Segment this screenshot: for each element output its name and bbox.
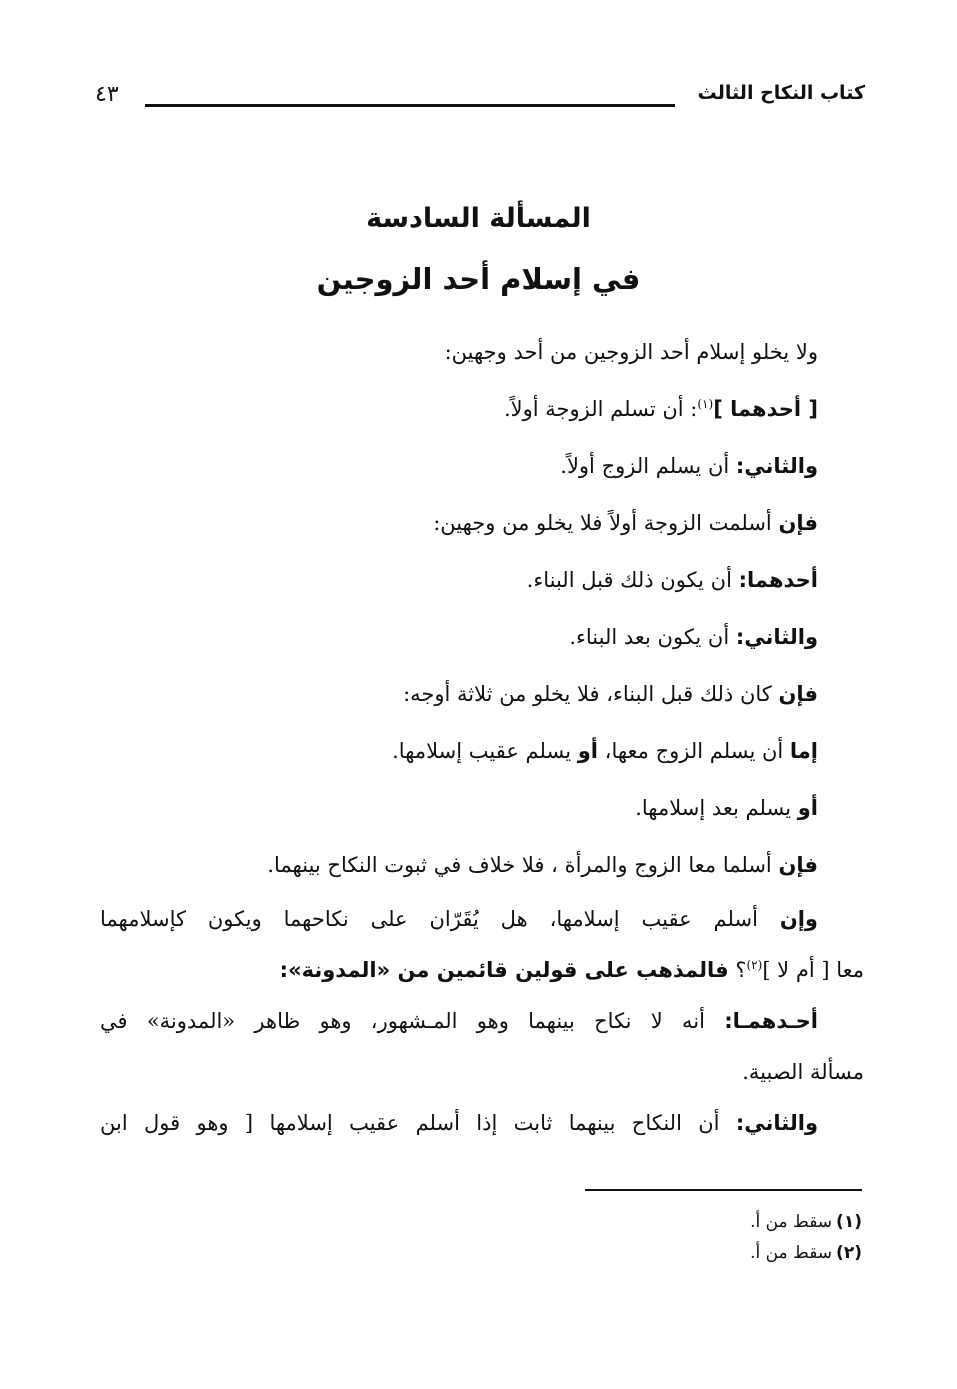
paragraph-lead: فإن [778,682,818,706]
paragraph-lead: إما [789,739,818,763]
paragraph-lead: والثاني: [735,625,818,649]
body-text [100,324,864,1149]
paragraph-line [100,894,818,945]
paragraph-text: أن يسلم الزوج معها، [598,739,790,763]
paragraph [100,1098,818,1149]
paragraph-text: أن النكاح بينهما ثابت إذا أسلم عقيب إسلامها [ وهو قول ابن [100,1111,736,1135]
paragraph-lead: أو [797,796,818,820]
paragraph [100,837,818,894]
paragraph-line [100,1047,864,1098]
paragraph-lead: فإن [778,853,818,877]
footnote [462,1207,862,1238]
paragraph-text: أن يكون ذلك قبل البناء. [526,568,739,592]
paragraph [100,894,864,996]
paragraph-text: معا [ أم لا ] [762,958,864,982]
paragraph-text: يسلم بعد إسلامها. [635,796,798,820]
paragraph-text: أن يسلم الزوج أولاً. [560,454,736,478]
paragraph [100,381,818,438]
paragraph-lead: والثاني: [735,1111,818,1135]
header-rule [145,104,675,107]
footnote-ref: (٢) [746,958,763,972]
paragraph-text: ؟ [728,958,747,982]
paragraph-text: أنه لا نكاح بينهما وهو المـشهور، وهو ظاهر «المدونة» في [100,1009,725,1033]
paragraph-line [100,1098,818,1149]
paragraph-inline-bold: فالمذهب على قولين قائمين من «المدونة»: [279,958,729,982]
footnote-text: سقط من أ. [750,1212,833,1232]
paragraph-text: أسلمت الزوجة أولاً فلا يخلو من وجهين: [433,511,779,535]
paragraph-text: : أن تسلم الزوجة أولاً. [503,397,698,421]
paragraph-lead: أحدهما: [738,568,818,592]
paragraph-text: كان ذلك قبل البناء، فلا يخلو من ثلاثة أوجه: [403,682,779,706]
paragraph-text: أسلم عقيب إسلامها، هل يُقَرّان على نكاحهما ويكون كإسلامهما [100,907,780,931]
footnote-ref: (١) [697,397,714,411]
chapter-subheading: في إسلام أحد الزوجين [316,262,641,296]
footnotes [462,1207,862,1269]
paragraph-lead: وإن [779,907,818,931]
paragraph-line [100,996,818,1047]
footnote-text: سقط من أ. [750,1243,833,1263]
running-header [95,82,865,122]
paragraph [100,552,818,609]
paragraph [100,495,818,552]
paragraph-lead: فإن [778,511,818,535]
paragraph [100,666,818,723]
running-title: كتاب النكاح الثالث [697,82,865,104]
footnote-rule [585,1189,862,1191]
paragraph-text: أسلما معا الزوج والمرأة ، فلا خلاف في ثبوت النكاح بينهما. [267,853,779,877]
paragraph-text: أن يكون بعد البناء. [569,625,736,649]
chapter-heading: المسألة السادسة [366,203,591,234]
paragraph [100,609,818,666]
paragraph-text: ولا يخلو إسلام أحد الزوجين من أحد وجهين: [444,340,818,364]
paragraph [100,996,864,1098]
paragraph-lead: أحـدهمـا: [724,1009,818,1033]
paragraph-inline-bold: أو [577,739,598,763]
page-number: ٤٣ [95,82,119,107]
paragraph-text: مسألة الصبية. [742,1060,864,1084]
paragraph [100,438,818,495]
footnote-number: (٢) [836,1243,862,1263]
paragraph-lead: [ أحدهما ] [713,397,818,421]
paragraph [100,324,818,381]
footnote-number: (١) [836,1212,862,1232]
paragraph-lead: والثاني: [735,454,818,478]
paragraph-text: يسلم عقيب إسلامها. [392,739,578,763]
paragraph-line [100,945,864,996]
footnote [462,1238,862,1269]
paragraph [100,723,818,780]
paragraph [100,780,818,837]
